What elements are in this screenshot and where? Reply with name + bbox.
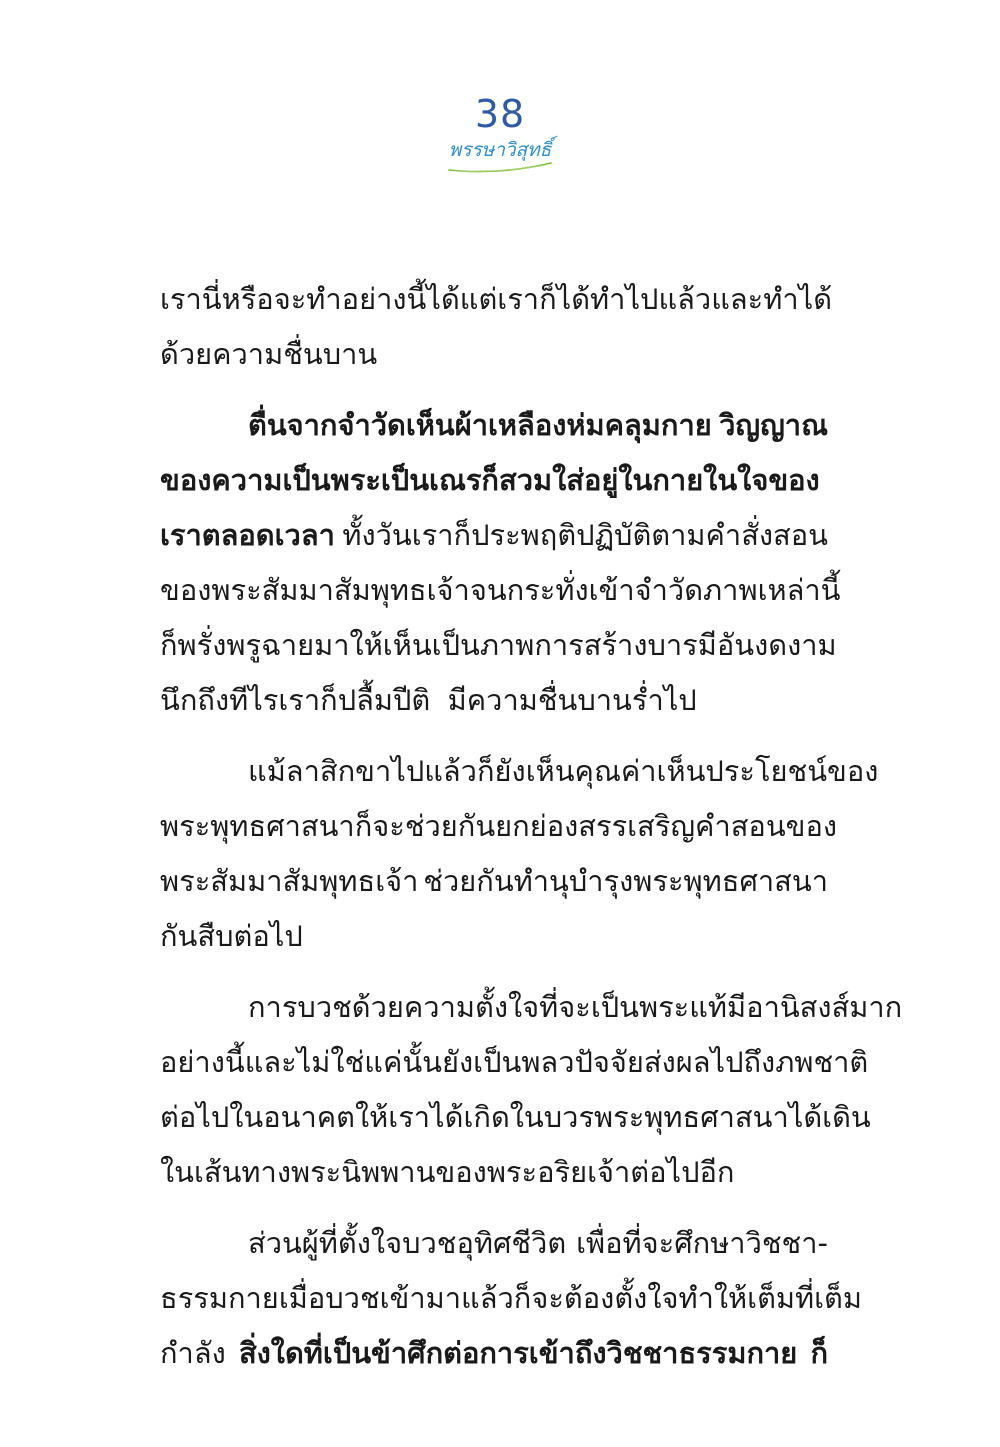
text-segment: เห็นประโยชน์ของ [656, 754, 879, 788]
text-segment: ต่อไปในอนาคต [160, 1100, 355, 1134]
paragraph [160, 398, 841, 728]
text-segment: ด้วยความชื่นบาน [160, 337, 378, 371]
text-line [160, 1035, 869, 1090]
text-segment: ของพระสัมมาสัมพุทธเจ้า [160, 573, 470, 607]
page-header [0, 92, 1000, 174]
text-segment: แต่เราก็ได้ทำไปแล้ว [459, 282, 712, 316]
paragraph-gap [160, 382, 828, 398]
text-segment: อย่างนี้ [160, 1045, 245, 1079]
bold-text-segment: เราตลอดเวลา [160, 518, 335, 552]
text-segment: ก็ยังเห็นคุณค่า [476, 754, 657, 788]
text-segment: ในเส้นทางพระนิพพานของพระอริยเจ้าต่อไปอีก [160, 1155, 735, 1189]
text-segment: พระสัมมาสัมพุทธเจ้า [160, 864, 419, 898]
text-line [160, 799, 838, 854]
text-line [160, 327, 828, 382]
text-line [160, 980, 903, 1035]
title-swash-ornament [445, 160, 555, 174]
text-line [160, 854, 828, 909]
text-segment: พระพุทธศาสนา [160, 809, 355, 843]
text-segment: และทำได้ [711, 282, 833, 316]
text-segment: ช่วยกันทำนุบำรุงพระพุทธศาสนา [423, 864, 828, 898]
text-line [160, 398, 828, 453]
text-segment: และไม่ใช่แค่นั้น [244, 1045, 443, 1079]
body-text [160, 272, 903, 1381]
text-segment: จนกระทั่งเข้าจำวัด [469, 573, 704, 607]
text-line [160, 508, 828, 563]
text-segment: เป็นภาพการสร้างบารมีอันงดงาม [431, 628, 837, 662]
text-segment: ก็พรั่งพรูฉายมาให้เห็น [160, 628, 432, 662]
text-segment: การบวชด้วยความตั้งใจที่จะเป็นพระแท้มีอานิสงส์มาก [248, 990, 903, 1024]
text-line [160, 1145, 828, 1200]
bold-text-segment: สิ่งใดที่เป็นข้าศึกต่อการเข้าถึงวิชชาธรรมกาย [238, 1336, 798, 1370]
text-segment: ทั้งวันเราก็ประพฤติปฏิบัติตามคำสั่งสอน [342, 518, 828, 552]
text-segment: ส่งผลไปถึงภพชาติ [643, 1045, 869, 1079]
text-segment: ให้เราได้เกิดในบวรพระพุทธศาสนา [355, 1100, 789, 1134]
text-line [160, 1271, 862, 1326]
bold-text-segment: ตื่นจากจำวัดเห็นผ้าเหลืองห่มคลุมกาย [248, 408, 712, 442]
paragraph [160, 744, 879, 964]
page-number: 38 [474, 92, 526, 136]
text-line [160, 744, 879, 799]
text-segment: ส่วนผู้ที่ตั้งใจบวชอุทิศชีวิต [248, 1226, 567, 1260]
text-segment: นึกถึงทีไรเราก็ปลื้มปีติ [160, 683, 431, 717]
bold-text-segment: ของความเป็นพระเป็นเณรก็สวมใส่อยู่ในกายในใจของ [160, 463, 820, 497]
text-segment: เพื่อที่จะศึกษาวิชชา- [576, 1226, 828, 1260]
text-segment: เมื่อบวชเข้ามาแล้วก็จะต้องตั้งใจทำให้เต็มที่เต็ม [278, 1281, 862, 1315]
text-line [160, 618, 837, 673]
text-segment: มีความชื่นบานร่ำไป [447, 683, 697, 717]
paragraph [160, 272, 833, 382]
text-segment: ก็จะช่วยกันยกย่องสรรเสริญคำสอนของ [354, 809, 838, 843]
paragraph-gap [160, 1200, 828, 1216]
text-line [160, 272, 833, 327]
bold-text-segment: ก็ [810, 1336, 828, 1370]
text-line [160, 909, 828, 964]
text-line [160, 1090, 871, 1145]
paragraph-gap [160, 964, 828, 980]
text-line [160, 563, 841, 618]
book-title: พรรษาวิสุทธิ์ [448, 139, 552, 161]
paragraph [160, 980, 903, 1200]
text-segment: กันสืบต่อไป [160, 919, 303, 953]
text-line [160, 673, 828, 728]
text-segment: ยังเป็นพลวปัจจัย [442, 1045, 644, 1079]
text-segment: กำลัง [160, 1336, 226, 1370]
text-segment: ภาพเหล่านี้ [703, 573, 841, 607]
paragraph-gap [160, 728, 828, 744]
bold-text-segment: วิญญาณ [719, 408, 828, 442]
text-segment: แม้ลาสิกขาไปแล้ว [248, 754, 477, 788]
text-segment: ได้เดิน [788, 1100, 871, 1134]
text-line [160, 1326, 828, 1381]
text-segment: ธรรมกาย [160, 1281, 279, 1315]
text-line [160, 1216, 828, 1271]
paragraph [160, 1216, 862, 1381]
text-segment: เรานี่หรือจะทำอย่างนี้ได้ [160, 282, 460, 316]
text-line [160, 453, 828, 508]
